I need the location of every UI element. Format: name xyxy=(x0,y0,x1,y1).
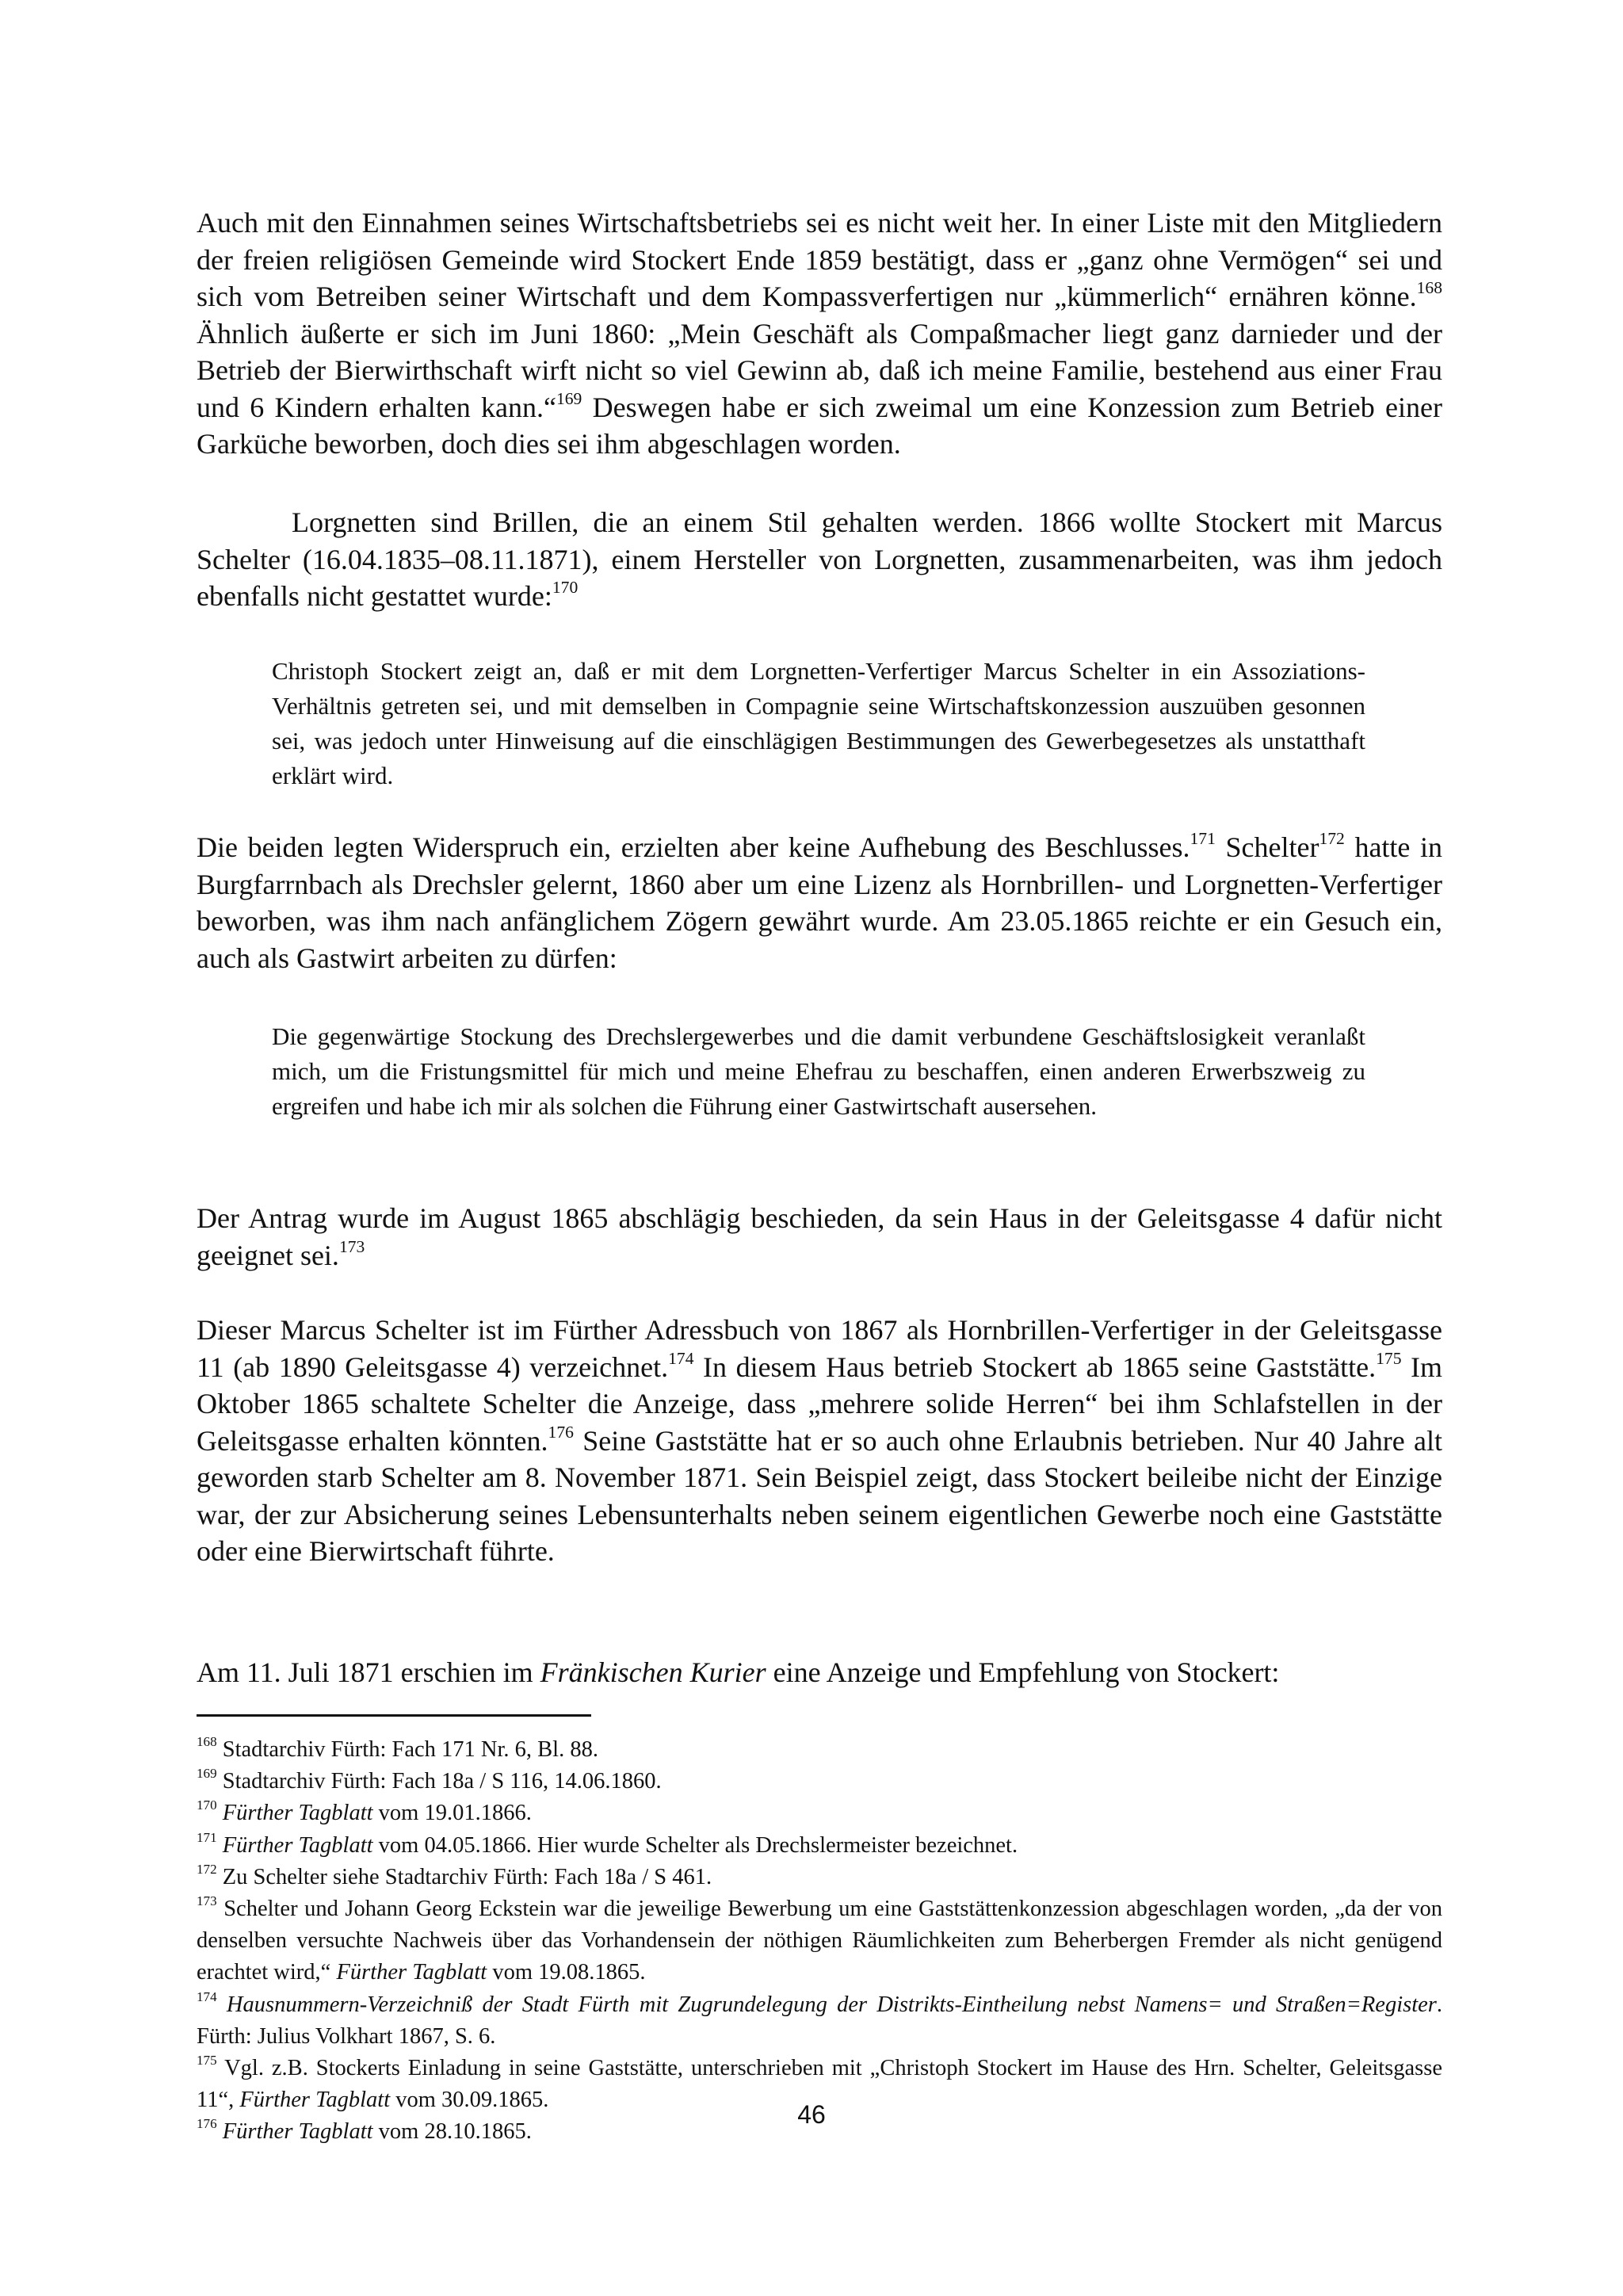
italic-text: Fürther Tagblatt xyxy=(222,2119,373,2145)
footnote-ref: 176 xyxy=(548,1422,574,1442)
paragraph xyxy=(197,829,1442,976)
text-run: vom 04.05.1866. Hier wurde Schelter als Drechslermeister bezeichnet. xyxy=(372,1832,1018,1858)
footnote-ref: 175 xyxy=(197,2053,217,2069)
text-run: Vgl. z.B. Stockerts Einladung in seine Gaststätte, unterschrieben mit „Christoph Stockert im Hause des Hrn. Schelter, Geleitsgasse 11“, xyxy=(197,2056,1442,2113)
text-run: Die gegenwärtige Stockung des Drechslergewerbes und die damit verbundene Geschäftslosigkeit veranlaßt mich, um die Fristungsmittel für mich und meine Ehefrau zu beschaffen, einen anderen Erwerbszweig zu ergreifen und habe ich mir als solchen die Führung einer Gastwirtschaft ausersehen. xyxy=(272,1022,1365,1120)
footnote-ref: 172 xyxy=(197,1862,217,1877)
footnote xyxy=(197,1893,1442,1989)
text-run: hatte in Burgfarrnbach als Drechsler gelernt, 1860 aber um eine Lizenz als Hornbrillen- und Lorgnetten-Verfertiger beworben, was ihm nach anfänglichem Zögern gewährt wurde. Am 23.05.1865 reichte er ein Gesuch ein, auch als Gastwirt arbeiten zu dürfen: xyxy=(197,831,1443,974)
text-run: vom 30.09.1865. xyxy=(390,2088,549,2113)
footnote-ref: 173 xyxy=(338,1236,365,1256)
footnote-ref: 175 xyxy=(1376,1348,1402,1368)
footnote-ref: 171 xyxy=(197,1829,217,1845)
footnote-ref: 173 xyxy=(197,1893,217,1909)
footnote-ref: 168 xyxy=(1416,277,1442,297)
paragraph xyxy=(197,504,1442,615)
text-run: Schelter xyxy=(1215,831,1319,863)
text-run: eine Anzeige und Empfehlung von Stockert: xyxy=(766,1656,1280,1688)
footnote-ref: 176 xyxy=(197,2116,217,2132)
text-run: Ähnlich äußerte er sich im Juni 1860: „Mein Geschäft als Compaßmacher liegt ganz darnieder und der Betrieb der Bierwirthschaft wirft nicht so viel Gewinn ab, daß ich meine Familie, bestehend aus einer Frau und 6 Kindern erhalten kann.“ xyxy=(197,317,1442,423)
paragraph xyxy=(197,1312,1442,1570)
footnote-ref: 172 xyxy=(1319,828,1345,848)
block-quote xyxy=(272,1019,1365,1124)
italic-text: Fürther Tagblatt xyxy=(239,2088,391,2113)
text-run: vom 19.01.1866. xyxy=(372,1801,532,1826)
text-run: Zu Schelter siehe Stadtarchiv Fürth: Fach 18a / S 461. xyxy=(216,1864,712,1889)
text-run: Stadtarchiv Fürth: Fach 171 Nr. 6, Bl. 88. xyxy=(216,1737,598,1762)
footnote-ref: 170 xyxy=(552,577,579,597)
text-run: Der Antrag wurde im August 1865 abschlägig beschieden, da sein Haus in der Geleitsgasse 4 dafür nicht geeignet sei. xyxy=(197,1202,1442,1271)
footnote-ref: 170 xyxy=(197,1797,217,1813)
footnote-ref: 174 xyxy=(197,1988,217,2004)
italic-text: Fränkischen Kurier xyxy=(540,1656,766,1688)
text-run: Dieser Marcus Schelter ist im Fürther Adressbuch von 1867 als Hornbrillen-Verfertiger in der Geleitsgasse 11 (ab 1890 Geleitsgasse 4) verzeichnet. xyxy=(197,1314,1442,1383)
footnote-ref: 169 xyxy=(556,388,582,408)
footnote xyxy=(197,1989,1442,2053)
footnote xyxy=(197,1734,1442,1766)
page-number: 46 xyxy=(797,2100,826,2129)
italic-text: Fürther Tagblatt xyxy=(222,1801,373,1826)
text-run: vom 28.10.1865. xyxy=(372,2119,532,2145)
text-run: Lorgnetten sind Brillen, die an einem Stil gehalten werden. 1866 wollte Stockert mit Marcus Schelter (16.04.1835–08.11.1871), einem Hersteller von Lorgnetten, zusammenarbeiten, was ihm jedoch ebenfalls nicht gestattet wurde: xyxy=(197,506,1442,612)
footnote xyxy=(197,1766,1442,1797)
text-run xyxy=(217,1833,223,1858)
footnote-ref: 168 xyxy=(197,1734,217,1750)
text-run: vom 19.08.1865. xyxy=(487,1960,646,1985)
paragraph xyxy=(197,204,1442,463)
text-run xyxy=(217,1992,227,2017)
text-run: Christoph Stockert zeigt an, daß er mit dem Lorgnetten-Verfertiger Marcus Schelter in ein Assoziations-Verhältnis getreten sei, und mit demselben in Compagnie seine Wirtschaftskonzession auszuüben gesonnen sei, was jedoch unter Hinweisung auf die einschlägigen Bestimmungen des Gewerbegesetzes als unstatthaft erklärt wird. xyxy=(272,657,1365,789)
text-run: Seine Gaststätte hat er so auch ohne Erlaubnis betrieben. Nur 40 Jahre alt geworden starb Schelter am 8. November 1871. Sein Beispiel zeigt, dass Stockert beileibe nicht der Einzige war, der zur Absicherung seines Lebensunterhalts neben seinem eigentlichen Gewerbe noch eine Gaststätte oder eine Bierwirtschaft führte. xyxy=(197,1424,1443,1567)
footnotes xyxy=(197,1734,1442,2149)
footnote-ref: 174 xyxy=(668,1348,694,1368)
italic-text: Hausnummern-Verzeichniß der Stadt Fürth mit Zugrundelegung der Distrikts-Eintheilung nebst Namens= und Straßen=Register xyxy=(226,1992,1437,2017)
footnote-separator xyxy=(197,1714,591,1717)
block-quote xyxy=(272,654,1365,793)
text-run: Auch mit den Einnahmen seines Wirtschaftsbetriebs sei es nicht weit her. In einer Liste mit den Mitgliedern der freien religiösen Gemeinde wird Stockert Ende 1859 bestätigt, dass er „ganz ohne Vermögen“ sei und sich vom Betreiben seiner Wirtschaft und dem Kompassverfertigen nur „kümmerlich“ ernähren könne. xyxy=(197,207,1442,312)
paragraph xyxy=(197,1200,1442,1274)
text-run: Stadtarchiv Fürth: Fach 18a / S 116, 14.06.1860. xyxy=(216,1769,662,1794)
footnote xyxy=(197,1830,1442,1862)
text-run: Am 11. Juli 1871 erschien im xyxy=(197,1656,540,1688)
text-run: Schelter und Johann Georg Eckstein war die jeweilige Bewerbung um eine Gaststättenkonzession abgeschlagen worden, „da der von denselben versuchte Nachweis über das Vorhandensein der nöthigen Räumlichkeiten zum Beherbergen Fremder als nicht genügend erachtet wird,“ xyxy=(197,1897,1442,1985)
italic-text: Fürther Tagblatt xyxy=(336,1960,487,1985)
paragraph xyxy=(197,1654,1442,1691)
footnote xyxy=(197,1797,1442,1829)
footnote xyxy=(197,1862,1442,1893)
footnote-ref: 171 xyxy=(1190,828,1216,848)
text-run: In diesem Haus betrieb Stockert ab 1865 seine Gaststätte. xyxy=(693,1350,1377,1383)
footnote-ref: 169 xyxy=(197,1766,217,1782)
text-run xyxy=(217,1801,223,1825)
text-run: . Fürth: Julius Volkhart 1867, S. 6. xyxy=(197,1992,1442,2049)
text-run: Die beiden legten Widerspruch ein, erzielten aber keine Aufhebung des Beschlusses. xyxy=(197,831,1190,863)
text-run: Im Oktober 1865 schaltete Schelter die Anzeige, dass „mehrere solide Herren“ bei ihm Schlafstellen in der Geleitsgasse erhalten könnten. xyxy=(197,1350,1443,1457)
italic-text: Fürther Tagblatt xyxy=(222,1832,373,1858)
text-run: Deswegen habe er sich zweimal um eine Konzession zum Betrieb einer Garküche beworben, doch dies sei ihm abgeschlagen worden. xyxy=(197,391,1442,460)
